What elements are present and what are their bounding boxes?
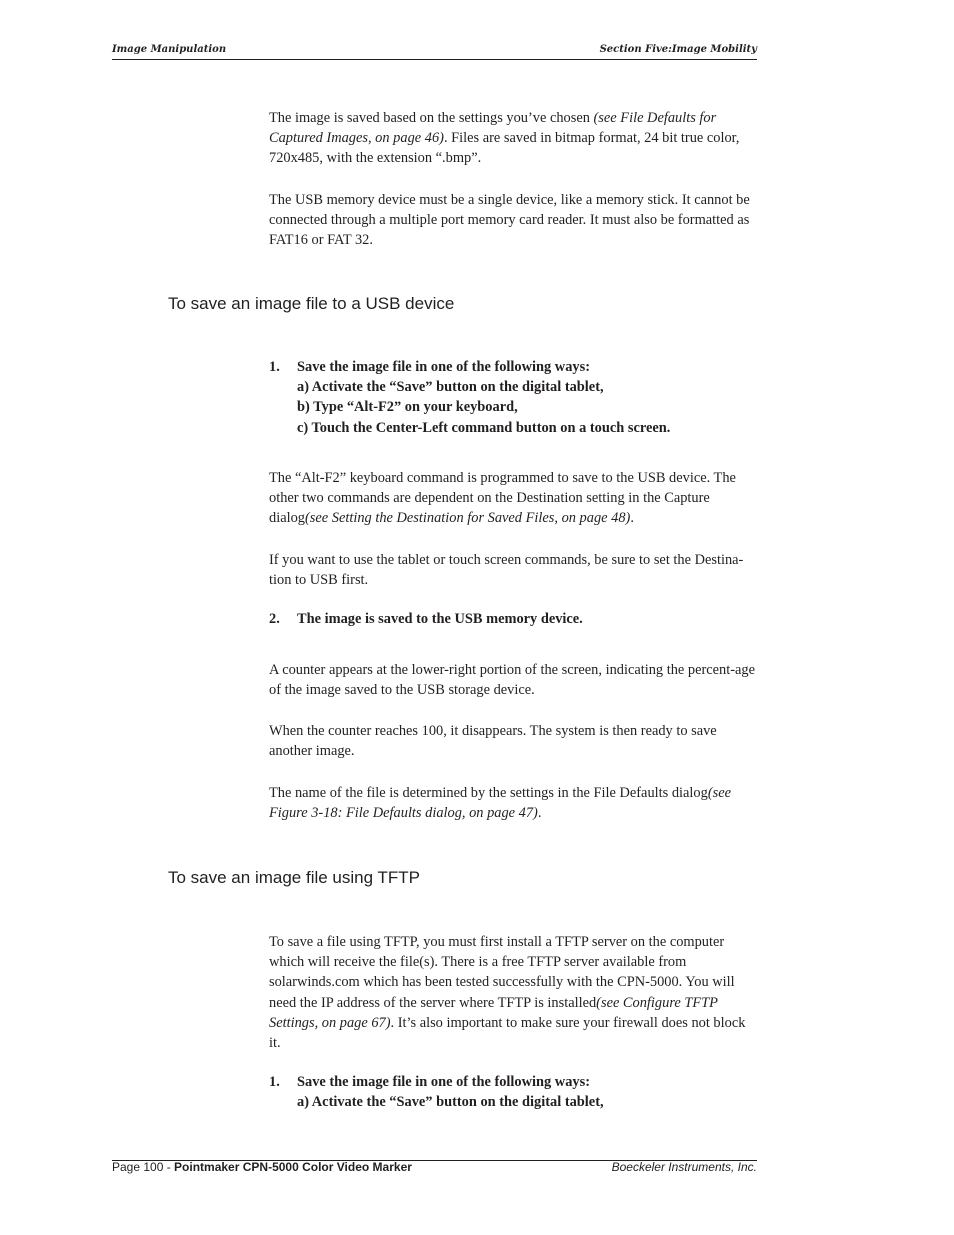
paragraph-usb-device: The USB memory device must be a single device, like a memory stick. It cannot be connected through a multiple port memory card reader. It must also be formatted as FAT16 or FAT 32.	[269, 192, 750, 249]
paragraph-counter-100: When the counter reaches 100, it disappears. The system is then ready to save another image.	[269, 723, 717, 760]
text-span: .	[630, 510, 634, 527]
paragraph-alt-f2	[269, 468, 759, 529]
cross-reference: (see Setting the Destination for Saved Files, on page 48)	[304, 510, 631, 527]
step-number: 1.	[269, 1074, 280, 1090]
section-heading-tftp: To save an image file using TFTP	[168, 868, 420, 887]
paragraph-tftp-server	[269, 932, 759, 1053]
paragraph-file-defaults	[269, 108, 759, 169]
step-option-a: a) Activate the “Save” button on the digital tablet,	[297, 1094, 604, 1111]
paragraph-tablet-commands: If you want to use the tablet or touch screen commands, be sure to set the Destina-tion to USB first.	[269, 552, 744, 589]
step-option-a: a) Activate the “Save” button on the digital tablet,	[297, 379, 604, 396]
usb-step-2	[269, 609, 759, 629]
cross-reference: (see Figure 3-18: File Defaults dialog, on page 47)	[269, 785, 731, 822]
footer-product: Pointmaker CPN-5000 Color Video Marker	[174, 1160, 412, 1174]
step-text: The image is saved to the USB memory device.	[297, 611, 583, 627]
paragraph-counter: A counter appears at the lower-right portion of the screen, indicating the percent-age of the image saved to the USB storage device.	[269, 662, 755, 699]
text-span: The name of the file is determined by the settings in the File Defaults dialog	[269, 785, 708, 801]
text-span: . Files are saved in bitmap format, 24 bit true color, 720x485, with the extension “.bmp”.	[269, 130, 740, 167]
footer-company: Boeckeler Instruments, Inc.	[611, 1160, 757, 1174]
text-span: The “Alt-F2” keyboard command is programmed to save to the USB device. The other two commands are dependent on the Destination setting in the Capture dialog	[269, 470, 736, 527]
text-span: The image is saved based on the settings you’ve chosen	[269, 110, 594, 126]
running-header-right: Section Five:Image Mobility	[599, 44, 757, 55]
paragraph-file-name	[269, 783, 759, 823]
step-option-c: c) Touch the Center-Left command button on a touch screen.	[297, 419, 671, 436]
text-span: .	[537, 805, 542, 822]
cross-reference: (see Configure TFTP Settings, on page 67)	[269, 994, 718, 1031]
step-text: Save the image file in one of the following ways:	[297, 1074, 590, 1090]
header-rule	[112, 59, 757, 60]
section-heading-usb: To save an image file to a USB device	[168, 294, 455, 313]
tftp-step-1	[269, 1072, 759, 1112]
usb-step-1	[269, 357, 759, 438]
footer-left	[112, 1160, 412, 1174]
text-span: . It’s also important to make sure your firewall does not block it.	[269, 1014, 746, 1052]
step-number: 2.	[269, 611, 280, 627]
step-number: 1.	[269, 359, 280, 375]
footer-page-number: Page 100 -	[112, 1160, 175, 1174]
step-text: Save the image file in one of the following ways:	[297, 359, 590, 375]
cross-reference: (see File Defaults for Captured Images, on page 46)	[269, 110, 717, 147]
step-option-b: b) Type “Alt-F2” on your keyboard,	[297, 399, 518, 416]
running-header-left: Image Manipulation	[112, 44, 227, 55]
text-span: To save a file using TFTP, you must first install a TFTP server on the computer which will receive the file(s). There is a free TFTP server available from solarwinds.com which has been tested successfully with the CPN-5000. You will need the IP address of the server where TFTP is installed	[269, 934, 735, 1011]
